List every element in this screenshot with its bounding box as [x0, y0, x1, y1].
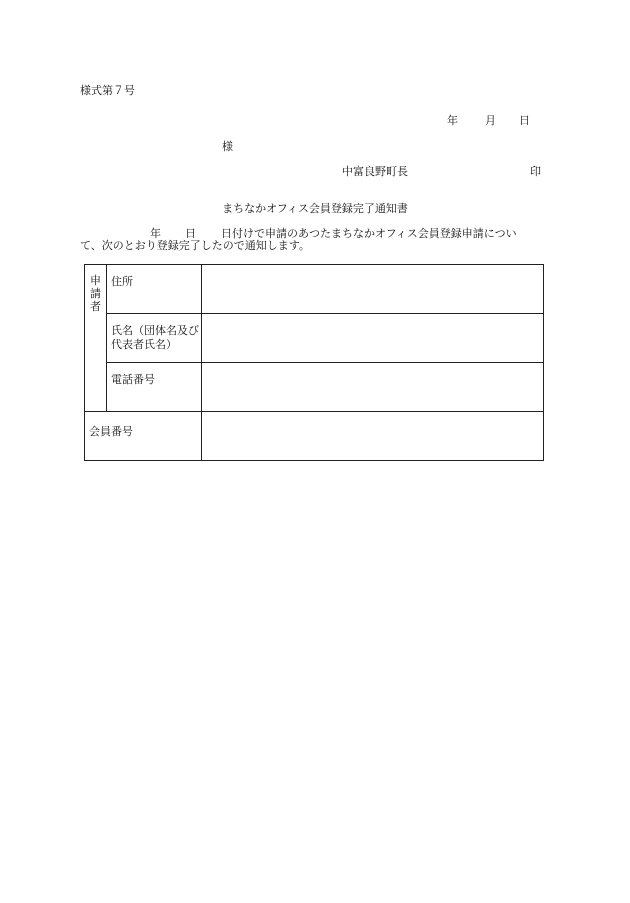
table-row [85, 314, 544, 363]
body-line-1 [80, 228, 546, 240]
name-field[interactable] [202, 314, 544, 363]
group-char: 者 [90, 300, 101, 313]
member-number-field[interactable] [202, 412, 544, 461]
table-row [85, 363, 544, 412]
seal-mark: 印 [530, 165, 541, 178]
date-day-label: 日 [519, 114, 530, 127]
date-month-label: 月 [485, 114, 496, 127]
recipient-honorific: 様 [222, 140, 233, 153]
applicant-group-label [85, 265, 107, 412]
table-row [85, 412, 544, 461]
body-day-label: 日 [185, 227, 196, 240]
sender-title: 中富良野町長 [342, 165, 408, 178]
body-line-2: て、次のとおり登録完了したので通知します。 [80, 239, 310, 252]
phone-label: 電話番号 [107, 363, 202, 412]
address-field[interactable] [202, 265, 544, 314]
applicant-table [84, 264, 544, 461]
address-label: 住所 [107, 265, 202, 314]
member-number-label: 会員番号 [85, 412, 202, 461]
table-row [85, 265, 544, 314]
group-char: 請 [90, 287, 101, 300]
body-line-1-text: 日付けで申請のあつたまちなかオフィス会員登録申請につい [221, 227, 517, 240]
form-number: 様式第７号 [80, 84, 135, 97]
body-year-label: 年 [150, 227, 161, 240]
document-title: まちなかオフィス会員登録完了通知書 [222, 202, 408, 215]
phone-field[interactable] [202, 363, 544, 412]
date-year-label: 年 [447, 114, 458, 127]
name-label: 氏名（団体名及び代表者氏名） [107, 314, 202, 363]
group-char: 申 [90, 274, 101, 287]
notice-body [80, 228, 546, 252]
